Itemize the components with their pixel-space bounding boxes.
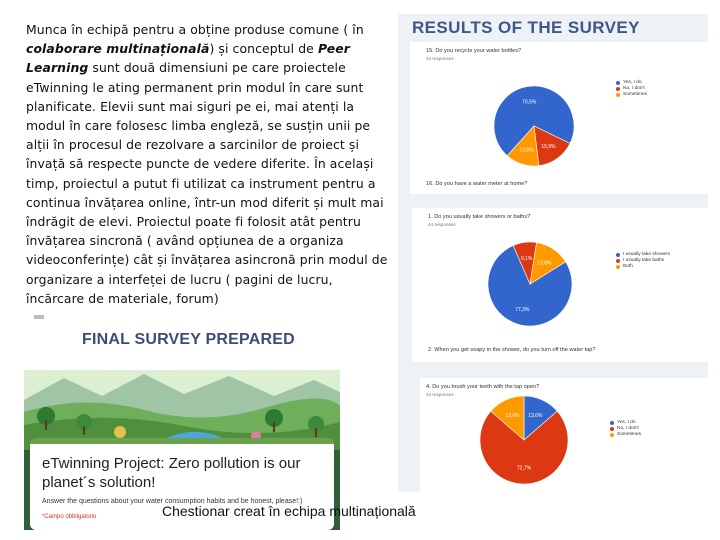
next-question: 16. Do you have a water meter at home? bbox=[426, 181, 528, 187]
form-heading: FINAL SURVEY PREPARED bbox=[82, 331, 295, 348]
panel-question: 15. Do you recycle your water bottles? bbox=[426, 48, 522, 54]
pie-chart bbox=[410, 42, 708, 176]
pie-slice-label: 70,5% bbox=[522, 99, 537, 106]
panel-responses: 44 responses bbox=[426, 392, 454, 397]
legend-dot bbox=[616, 87, 620, 91]
pie-slice-label: 72,7% bbox=[516, 465, 532, 472]
legend-label: Sometimes bbox=[623, 92, 647, 97]
intro-emphasis-2: Peer Learning bbox=[26, 41, 351, 76]
pie-chart bbox=[420, 378, 708, 492]
header-strip bbox=[34, 315, 44, 319]
required-note: *Campo obbligatorio bbox=[42, 514, 97, 520]
pie-slice-label: 13,6% bbox=[505, 413, 520, 420]
result-panel-2 bbox=[412, 208, 708, 340]
result-panel-3 bbox=[420, 378, 708, 492]
legend-label: No, I don't bbox=[617, 426, 639, 431]
form-card-description: Answer the questions about your water consumption habits and be honest, please!:) bbox=[42, 498, 303, 505]
intro-text-1: Munca în echipă pentru a obține produse comune ( în bbox=[26, 22, 364, 37]
legend-dot bbox=[616, 265, 620, 269]
pie-slice-label: 13,6% bbox=[528, 413, 543, 420]
result-panel-1 bbox=[410, 42, 708, 176]
form-header bbox=[24, 315, 340, 370]
legend-label: Both bbox=[623, 264, 633, 269]
next-question: 2. When you get soapy in the shower, do you turn off the water tap? bbox=[428, 347, 596, 353]
legend-item bbox=[610, 432, 641, 438]
panel-responses: 44 responses bbox=[428, 222, 456, 227]
results-title: RESULTS OF THE SURVEY bbox=[412, 18, 640, 37]
legend-label: Yes, I do bbox=[623, 80, 642, 85]
panel-question: 1. Do you usually take showers or baths? bbox=[428, 214, 531, 220]
legend-label: No, I don't bbox=[623, 86, 645, 91]
next-question-strip-2 bbox=[412, 340, 708, 362]
intro-emphasis-1: colaborare multinațională bbox=[26, 41, 210, 57]
chart-legend bbox=[610, 420, 641, 438]
legend-dot bbox=[616, 93, 620, 97]
form-card-title: eTwinning Project: Zero pollution is our planet´s solution! bbox=[42, 455, 301, 491]
legend-label: I usually take showers bbox=[623, 252, 671, 257]
chart-legend bbox=[616, 252, 670, 270]
pie-slice-label: 13,6% bbox=[537, 260, 552, 267]
legend-dot bbox=[616, 259, 620, 263]
caption: Chestionar creat în echipa multinațională bbox=[162, 503, 416, 519]
legend-dot bbox=[610, 427, 614, 431]
intro-text-3: sunt două dimensiuni pe care proiectele eTwinning le ating permanent prin modul în care sunt planificate. Elevii sunt mai siguri pe ei, mai atenți la modul în care folosesc limba engleză, se susțin unii pe alții în procesul de rezolvare a sarcinilor de proiect și învață să respecte puncte de vedere diferite. În același timp, proiectul a putut fi utilizat ca instrument pentru a continua învățarea online, într-un mod diferit și mult mai îndrăgit de elevi. Proiectul poate fi folosit atât pentru învățarea sincronă ( având opțiunea de a organiza videoconferințe) cât și învățarea asincronă prin modul de organizare a interfeței de lucru ( pagini de lucru, încărcare de materiale, forum) bbox=[26, 60, 388, 306]
pie-slice-label: 13,6% bbox=[519, 147, 534, 154]
pie-slice-label: 77,3% bbox=[515, 306, 530, 313]
legend-dot bbox=[610, 433, 614, 437]
legend-dot bbox=[616, 81, 620, 85]
pie-slice-label: 15,9% bbox=[541, 144, 556, 151]
chart-legend bbox=[616, 80, 647, 98]
legend-label: Yes, I do bbox=[617, 420, 636, 425]
survey-form-preview bbox=[24, 315, 340, 530]
legend-label: I usually take baths bbox=[623, 258, 665, 263]
legend-dot bbox=[610, 421, 614, 425]
panel-question: 4. Do you brush your teeth with the tap open? bbox=[426, 384, 540, 390]
pie-slice-label: 9,1% bbox=[520, 256, 533, 263]
pie-chart bbox=[412, 208, 708, 340]
legend-dot bbox=[616, 253, 620, 257]
legend-label: Sometimes bbox=[617, 432, 641, 437]
intro-paragraph bbox=[26, 20, 392, 308]
legend-item bbox=[616, 92, 647, 98]
intro-text-2: ) și conceptul de bbox=[209, 41, 318, 57]
panel-responses: 44 responses bbox=[426, 56, 454, 61]
legend-item bbox=[616, 264, 670, 270]
next-question-strip-1 bbox=[410, 176, 708, 194]
